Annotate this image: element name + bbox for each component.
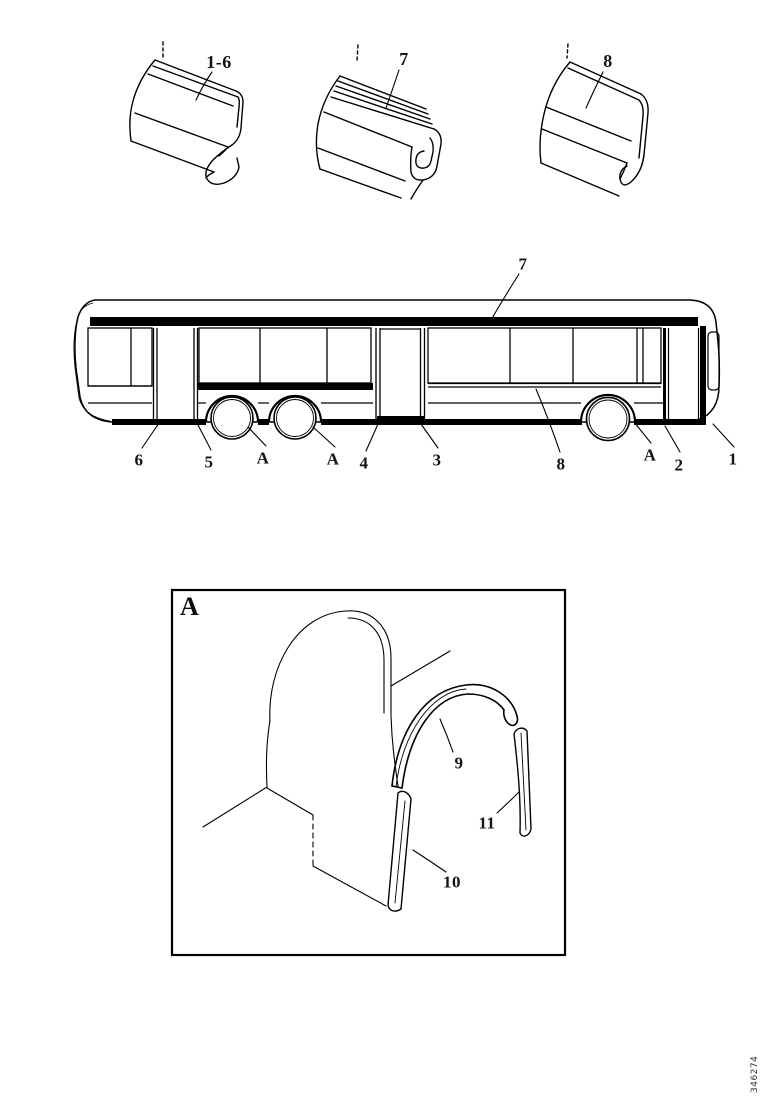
callout-3: 3	[432, 450, 442, 470]
rear-wheel-1	[211, 397, 253, 439]
detail-a-drawing	[172, 590, 565, 955]
callout-A2: A	[326, 449, 340, 469]
leader-line-5	[197, 423, 211, 450]
callout-1: 1	[728, 449, 738, 469]
profile-label-8: 8	[603, 51, 613, 71]
leader-line-A2	[313, 427, 335, 447]
callout-6: 6	[134, 450, 144, 470]
callout-5: 5	[204, 452, 214, 472]
front-window-block	[428, 328, 661, 383]
profile-leader-lines	[196, 70, 603, 108]
leader-line-7	[491, 274, 519, 320]
leader-line-A1	[248, 427, 266, 446]
vertical-trim-11	[514, 728, 531, 836]
middle-window-block	[199, 328, 371, 383]
callout-9: 9	[454, 753, 464, 773]
callout-11: 11	[478, 813, 496, 833]
figure-number: 346274	[750, 1055, 760, 1093]
leader-line-10	[413, 850, 446, 872]
wheel-housing-sketch	[203, 611, 450, 906]
roof-trim-strip-7	[90, 317, 698, 326]
detail-leader-lines	[413, 719, 519, 872]
leader-line-4	[366, 424, 378, 451]
front-wheel	[587, 398, 630, 441]
detail-a-border	[172, 590, 565, 955]
callout-10: 10	[443, 872, 461, 892]
centerline	[567, 44, 568, 58]
leader-line-A3	[634, 422, 651, 443]
callout-A1: A	[256, 448, 270, 468]
leader-line-2	[665, 426, 680, 452]
callout-8: 8	[556, 454, 566, 474]
leader-line-11	[497, 792, 519, 813]
vertical-trim-10	[388, 791, 411, 911]
leader-line-6	[142, 423, 159, 448]
profile-drawing-7	[316, 45, 441, 199]
callout-4: 4	[359, 453, 369, 473]
profile-label-7: 7	[399, 49, 409, 69]
callout-A3: A	[643, 445, 657, 465]
middle-door	[376, 328, 425, 419]
detail-a-title: A	[180, 592, 199, 621]
front-door	[665, 328, 699, 419]
profile-drawing-8	[540, 44, 648, 196]
callout-7: 7	[518, 254, 528, 274]
bus-side-view-drawing	[74, 274, 734, 452]
rear-window-block	[88, 328, 152, 403]
leader-line-1	[713, 424, 734, 447]
below-window-trim-band	[197, 383, 373, 390]
centerline	[357, 45, 358, 60]
leader-line-3	[421, 424, 438, 448]
front-wheel-arch	[581, 395, 635, 441]
leader-line-9	[440, 719, 453, 752]
profile-label-1-6: 1-6	[206, 52, 232, 72]
rear-wheel-2	[274, 397, 316, 439]
front-pillar	[700, 326, 706, 420]
window-sill-strip-8	[428, 384, 661, 388]
callout-2: 2	[674, 455, 684, 475]
rear-door	[154, 328, 198, 420]
